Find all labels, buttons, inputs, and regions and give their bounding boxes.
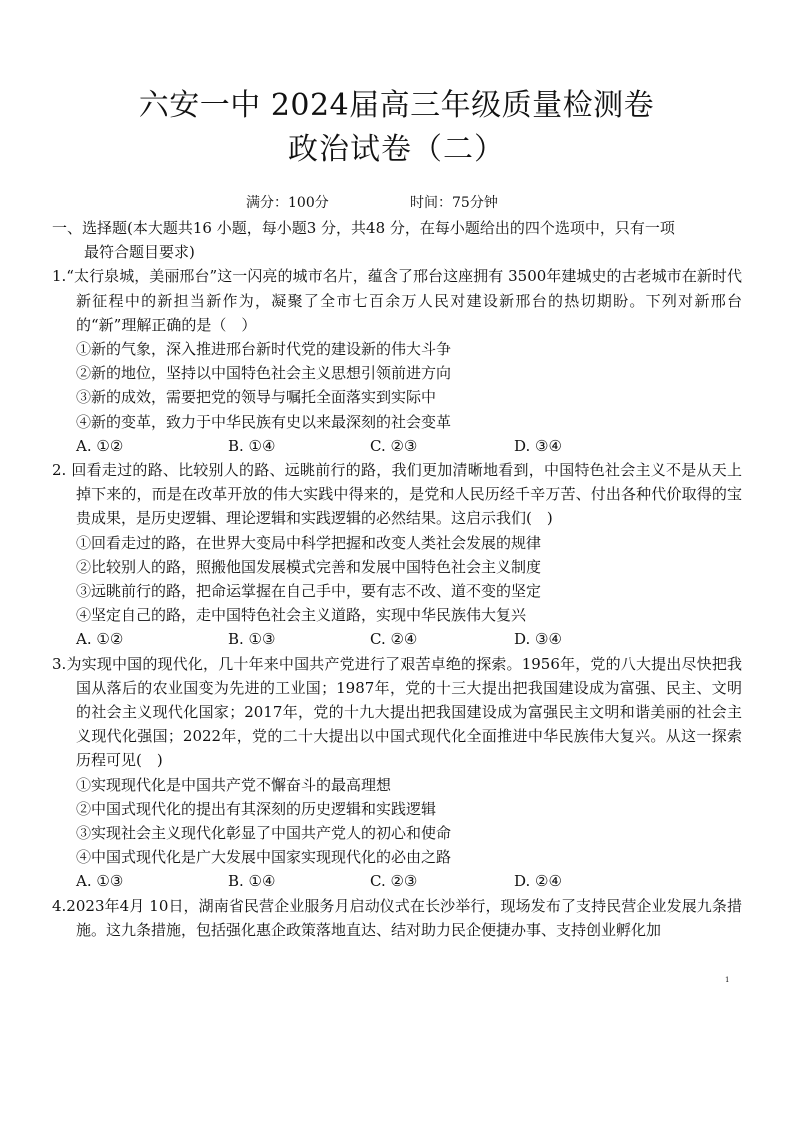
choice-d: D. ③④ bbox=[514, 630, 562, 649]
question-stem: 3.为实现中国的现代化，几十年来中国共产党进行了艰苦卓绝的探索。1956年，党的八大提出尽快把我国从落后的农业国变为先进的工业国；1987年，党的十三大提出把我国建设成为富强、民主、文明的社会主义现代化国家；2017年，党的十九大提出把我国建设成为富强民主文明和谐美丽的社会主义现代化强国；2022年，党的二十大提出以中国式现代化全面推进中华民族伟大复兴。从这一探索历程可见( ) bbox=[52, 654, 742, 770]
question-option: ①实现现代化是中国共产党不懈奋斗的最高理想 bbox=[76, 775, 392, 794]
section-heading-line1: 一、选择题(本大题共16 小题，每小题3 分，共48 分，在每小题给出的四个选项中，只有一项 bbox=[52, 219, 675, 237]
question-1 bbox=[52, 264, 742, 458]
question-option: ④中国式现代化是广大发展中国家实现现代化的必由之路 bbox=[76, 848, 452, 867]
question-option: ④坚定自己的路，走中国特色社会主义道路，实现中华民族伟大复兴 bbox=[76, 606, 527, 625]
question-option: ③实现社会主义现代化彰显了中国共产党人的初心和使命 bbox=[76, 824, 452, 843]
question-stem: 4.2023年4月 10日，湖南省民营企业服务月启动仪式在长沙举行，现场发布了支持民营企业发展九条措施。这九条措施，包括强化惠企政策落地直达、结对助力民企便捷办事、支持创业孵化加 bbox=[52, 896, 742, 939]
page-number: 1 bbox=[725, 976, 730, 984]
question-3 bbox=[52, 652, 742, 894]
section-heading bbox=[52, 216, 742, 264]
time-limit-label: 时间：75分钟 bbox=[410, 195, 498, 211]
question-option: ①新的气象，深入推进邢台新时代党的建设新的伟大斗争 bbox=[76, 340, 452, 359]
question-option: ④新的变革，致力于中华民族有史以来最深刻的社会变革 bbox=[76, 412, 452, 431]
question-stem: 2. 回看走过的路、比较别人的路、远眺前行的路，我们更加清晰地看到，中国特色社会主义不是从天上掉下来的，而是在改革开放的伟大实践中得来的，是党和人民历经千辛万苦、付出各种代价取得的宝贵成果，是历史逻辑、理论逻辑和实践逻辑的必然结果。这启示我们( ) bbox=[52, 461, 742, 528]
exam-subtitle: 政治试卷（二） bbox=[288, 132, 505, 167]
question-option: ②中国式现代化的提出有其深刻的历史逻辑和实践逻辑 bbox=[76, 799, 437, 818]
answer-choices bbox=[52, 869, 742, 893]
choice-a: A. ①② bbox=[76, 630, 124, 649]
choice-c: C. ②④ bbox=[370, 630, 418, 649]
question-option: ③新的成效，需要把党的领导与嘱托全面落实到实际中 bbox=[76, 388, 437, 407]
choice-b: B. ①④ bbox=[228, 436, 276, 455]
choice-d: D. ②④ bbox=[514, 872, 562, 891]
exam-body bbox=[52, 216, 742, 942]
question-4 bbox=[52, 894, 742, 942]
question-2 bbox=[52, 458, 742, 652]
choice-d: D. ③④ bbox=[514, 436, 562, 455]
question-option: ②新的地位，坚持以中国特色社会主义思想引领前进方向 bbox=[76, 364, 452, 383]
question-option: ①回看走过的路，在世界大变局中科学把握和改变人类社会发展的规律 bbox=[76, 533, 542, 552]
question-stem: 1.“太行泉城，美丽邢台”这一闪亮的城市名片，蕴含了邢台这座拥有 3500年建城史的古老城市在新时代新征程中的新担当新作为，凝聚了全市七百余万人民对建设新邢台的热切期盼。下列对新邢台的“新”理解正确的是（ ） bbox=[52, 267, 742, 334]
choice-b: B. ①④ bbox=[228, 872, 276, 891]
choice-b: B. ①③ bbox=[228, 630, 276, 649]
full-score-label: 满分：100分 bbox=[246, 195, 329, 211]
choice-c: C. ②③ bbox=[370, 436, 418, 455]
answer-choices bbox=[52, 434, 742, 458]
choice-c: C. ②③ bbox=[370, 872, 418, 891]
choice-a: A. ①② bbox=[76, 436, 124, 455]
answer-choices bbox=[52, 627, 742, 651]
exam-title: 六安一中 2024届高三年级质量检测卷 bbox=[138, 88, 655, 123]
section-heading-line2: 最符合题目要求) bbox=[84, 243, 195, 262]
question-option: ③远眺前行的路，把命运掌握在自己手中，要有志不改、道不变的坚定 bbox=[76, 582, 542, 601]
question-option: ②比较别人的路，照搬他国发展模式完善和发展中国特色社会主义制度 bbox=[76, 557, 542, 576]
choice-a: A. ①③ bbox=[76, 872, 124, 891]
